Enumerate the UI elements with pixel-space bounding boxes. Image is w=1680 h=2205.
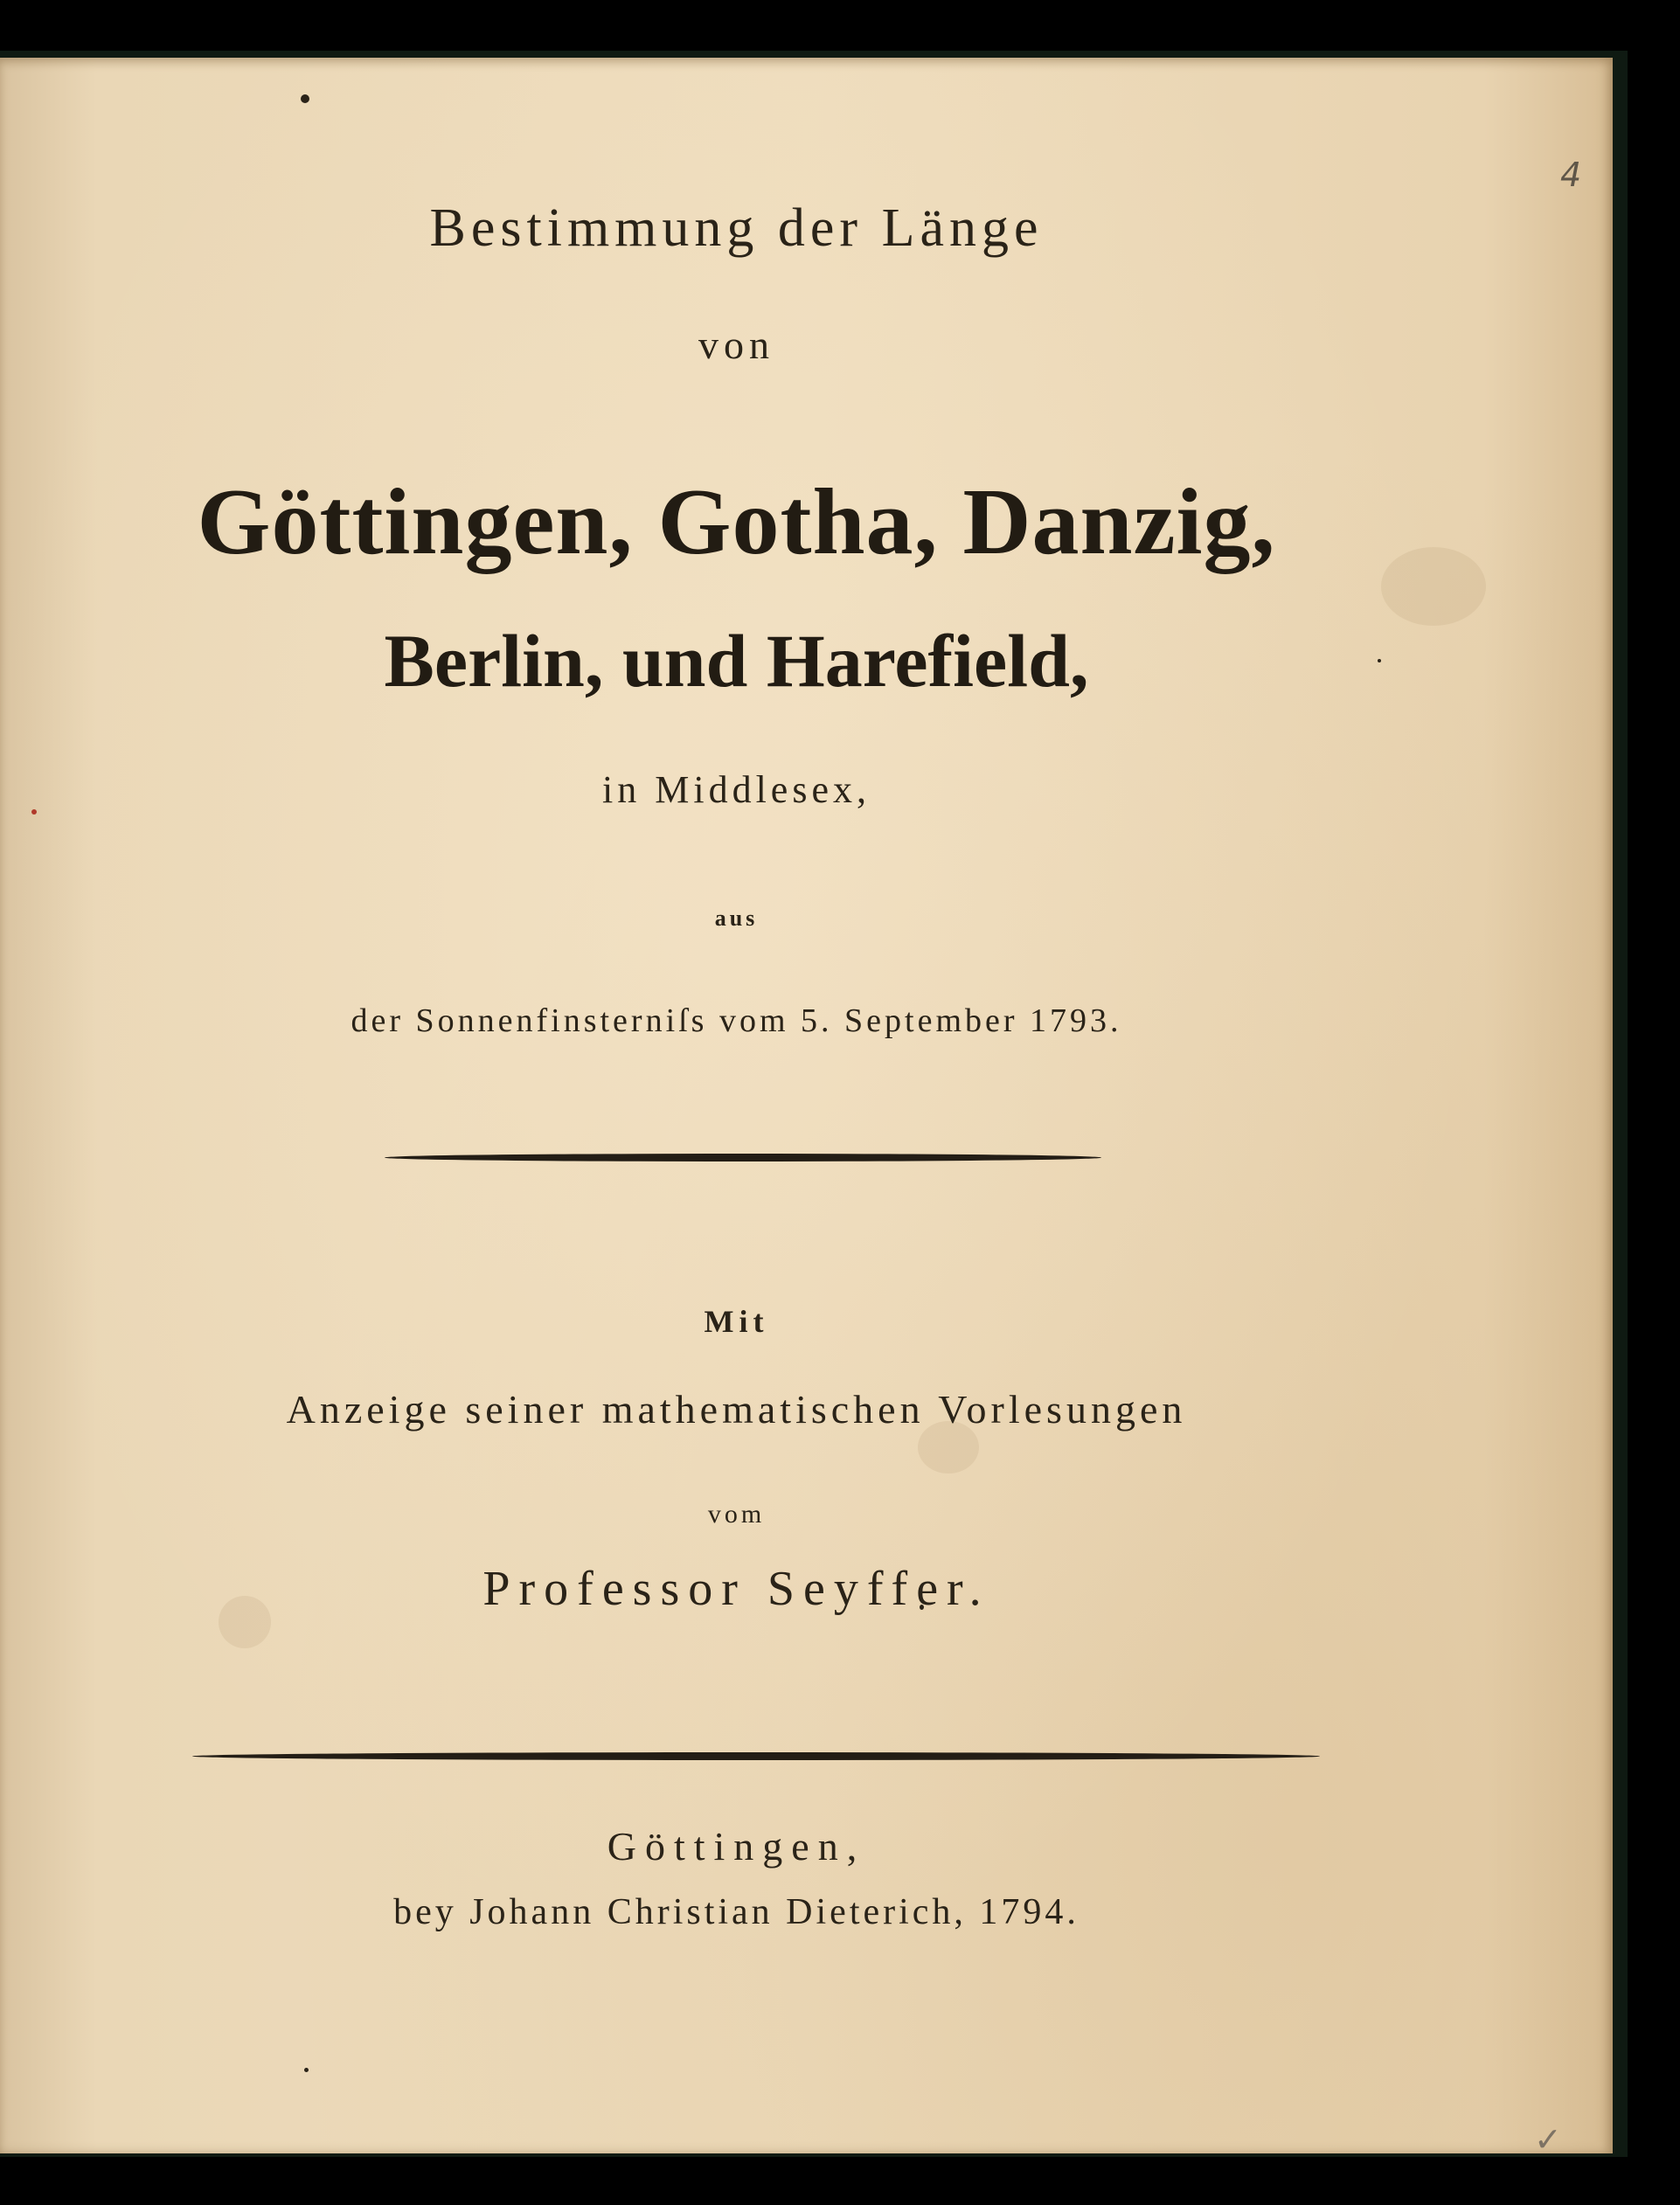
author-name: Professor Seyffer. bbox=[482, 1562, 990, 1616]
ink-speck bbox=[301, 94, 309, 103]
folio-number: 4 bbox=[1560, 156, 1582, 194]
imprint-place: Göttingen, bbox=[607, 1824, 866, 1869]
ink-speck bbox=[304, 2068, 309, 2072]
title-line-middlesex: in Middlesex, bbox=[602, 768, 871, 811]
divider-rule-top bbox=[385, 1154, 1101, 1161]
title-line-cities: Göttingen, Gotha, Danzig, bbox=[197, 470, 1276, 574]
pencil-check-mark: ✓ bbox=[1534, 2120, 1562, 2159]
imprint-publisher: bey Johann Christian Dieterich, 1794. bbox=[393, 1892, 1080, 1932]
divider-rule-bottom bbox=[192, 1752, 1320, 1760]
subtitle-vom: vom bbox=[707, 1500, 766, 1529]
title-line-bestimmung: Bestimmung der Länge bbox=[429, 198, 1044, 258]
title-line-aus: aus bbox=[714, 905, 759, 931]
title-page bbox=[0, 58, 1613, 2159]
title-line-eclipse: der Sonnenfinsterniſs vom 5. September 1793. bbox=[351, 1002, 1122, 1039]
subtitle-mit: Mit bbox=[704, 1304, 769, 1339]
subtitle-anzeige: Anzeige seiner mathematischen Vorlesungen bbox=[286, 1387, 1187, 1432]
title-line-berlin-harefield: Berlin, und Harefield, bbox=[384, 619, 1089, 703]
title-line-von: von bbox=[698, 322, 774, 367]
